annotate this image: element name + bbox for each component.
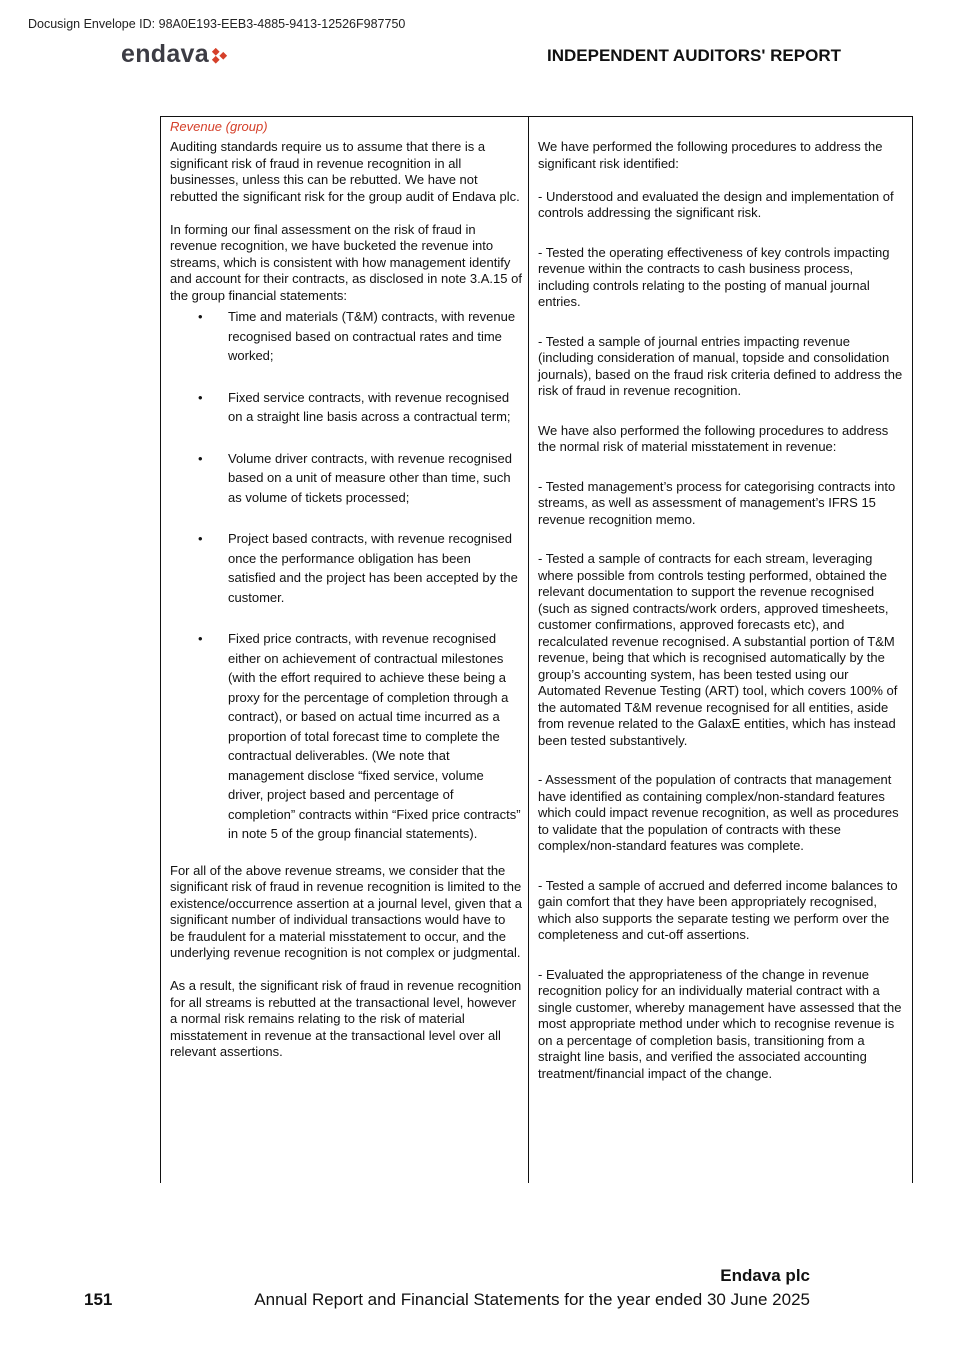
- procedure-paragraph: - Tested a sample of accrued and deferred income balances to gain comfort that they have been appropriately recognised, which also supports the separate testing we perform over the completeness and cut-off assertions.: [538, 877, 898, 942]
- list-item-text: Fixed service contracts, with revenue recognised on a straight line basis across a contractual term;: [228, 389, 511, 424]
- list-item-text: Project based contracts, with revenue recognised once the performance obligation has been satisfied and the project has been accepted by the customer.: [228, 531, 518, 605]
- list-item-text: Volume driver contracts, with revenue recognised based on a unit of measure other than time, such as volume of tickets processed;: [228, 450, 512, 505]
- report-name: Annual Report and Financial Statements for the year ended 30 June 2025: [254, 1290, 810, 1309]
- left-paragraph: As a result, the significant risk of fraud in revenue recognition for all streams is rebutted at the transactional level, however a normal risk remains relating to the risk of material misstatement in revenue at the transactional level over all relevant assertions.: [170, 978, 522, 1059]
- left-paragraph: Auditing standards require us to assume that there is a significant risk of fraud in revenue recognition in all businesses, unless this can be rebutted. We have not rebutted the significant risk for the group audit of Endava plc.: [170, 139, 520, 204]
- endava-logo: [121, 40, 228, 68]
- procedure-paragraph: - Tested a sample of journal entries impacting revenue (including consideration of manual, topside and consolidation journals), based on the fraud risk criteria defined to address the risk of fraud in revenue recognition.: [538, 333, 903, 398]
- envelope-id: Docusign Envelope ID: 98A0E193-EEB3-4885-9413-12526F987750: [28, 17, 406, 31]
- procedure-paragraph: We have also performed the following procedures to address the normal risk of material misstatement in revenue:: [538, 422, 889, 454]
- page-number: 151: [84, 1290, 113, 1309]
- list-item-text: Fixed price contracts, with revenue recognised either on achievement of contractual milestones (with the effort required to achieve these being a proxy for the percentage of completion through a contract), or based on actual time incurred as a proportion of total forecast time to complete the contractual deliverables. (We note that management disclose “fixed service, volume driver, project based and percentage of completion” contracts within “Fixed price contracts” in note 5 of the group financial statements).: [228, 631, 521, 841]
- left-paragraph: For all of the above revenue streams, we consider that the significant risk of fraud in revenue recognition is limited to the existence/occurrence assertion at a journal level, given that a significant number of individual transactions would have to be fraudulent for a material misstatement to occur, and the underlying revenue recognition is not complex or judgmental.: [170, 862, 522, 960]
- list-item: [170, 629, 522, 844]
- list-item: [170, 529, 522, 607]
- section-title: Revenue (group): [170, 119, 268, 134]
- procedure-paragraph: - Evaluated the appropriateness of the change in revenue recognition policy for an individually material contract with a single customer, whereby management have assessed that the most appropriate method under which to recognise revenue is on a percentage of completion basis, transitioning from a straight line basis, and verified the associated accounting treatment/financial impact of the change.: [538, 966, 902, 1081]
- left-column: [170, 139, 522, 1061]
- report-title: INDEPENDENT AUDITORS' REPORT: [546, 46, 841, 65]
- left-paragraph: In forming our final assessment on the risk of fraud in revenue recognition, we have bucketed the revenue into streams, which is consistent with how management identify and account for their contracts, as disclosed in note 3.A.15 of the group financial statements:: [170, 221, 522, 303]
- bullet-icon: •: [198, 389, 203, 405]
- procedure-paragraph: - Tested management’s process for categorising contracts into streams, as well as assessment of management’s IFRS 15 revenue recognition memo.: [538, 478, 896, 527]
- bullet-icon: •: [198, 631, 203, 646]
- list-item: [170, 449, 522, 508]
- revenue-streams-list: [170, 307, 522, 844]
- procedure-paragraph: - Tested a sample of contracts for each stream, leveraging where possible from controls testing performed, obtained the relevant documentation to support the revenue recognised (such as signed contracts/work orders, approved timesheets, customer confirmations, approved forecasts etc), and recalculated revenue recognised. A substantial portion of T&M revenue, being that which is recognised automatically by the group’s accounting system, has been tested using our Automated Revenue Testing (ART) tool, which covers 100% of the automated T&M revenue recognised for all entities, aside from revenue related to the GalaxE entities, which has instead been tested substantively.: [538, 551, 898, 748]
- procedure-paragraph: - Understood and evaluated the design and implementation of controls addressing the significant risk.: [538, 188, 894, 220]
- procedure-paragraph: - Tested the operating effectiveness of key controls impacting revenue within the contracts to cash business process, including controls relating to the posting of manual journal entries.: [538, 244, 890, 309]
- endava-logo-mark-icon: [212, 48, 228, 64]
- list-item: [170, 388, 522, 427]
- bullet-icon: •: [198, 450, 203, 466]
- bullet-icon: •: [198, 531, 203, 546]
- logo-text: endava: [121, 39, 209, 68]
- company-name: Endava plc: [720, 1266, 810, 1285]
- right-column: [538, 139, 906, 1082]
- bullet-icon: •: [198, 309, 203, 324]
- procedure-paragraph: We have performed the following procedures to address the significant risk identified:: [538, 139, 883, 171]
- column-divider: [528, 116, 529, 1183]
- list-item: [170, 307, 522, 366]
- list-item-text: Time and materials (T&M) contracts, with revenue recognised based on contractual rates and time worked;: [228, 309, 516, 363]
- procedure-paragraph: - Assessment of the population of contracts that management have identified as containing complex/non-standard features which could impact revenue recognition, as well as procedures to validate that the population of contracts with these complex/non-standard features was complete.: [538, 772, 899, 853]
